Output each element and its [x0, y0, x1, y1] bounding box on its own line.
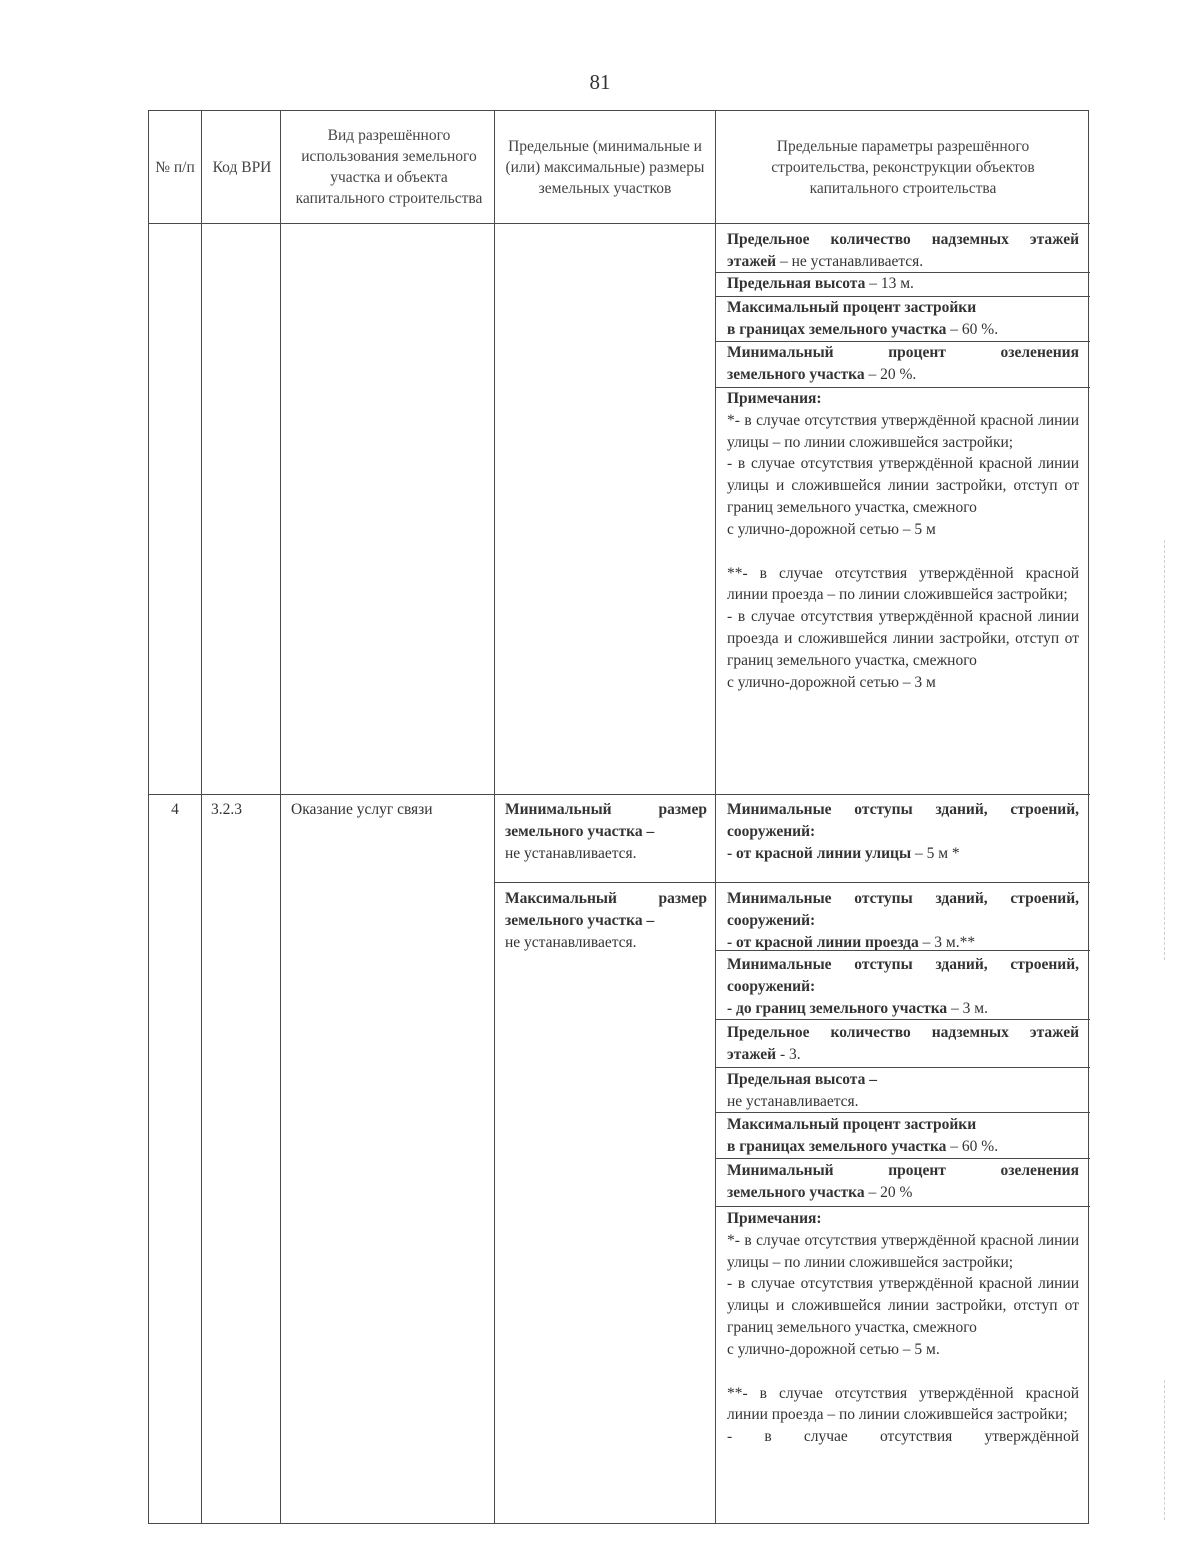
row-divider: [715, 1067, 1090, 1068]
min-size: Минимальный размер земельного участка – не устанавливается.: [505, 801, 707, 862]
page-number: 81: [589, 70, 611, 94]
row-divider: [715, 1112, 1090, 1113]
header-params: Предельные параметры разрешённого строительства, реконструкции объектов капитального строительства: [771, 137, 1035, 197]
margin-mark: [1164, 540, 1165, 960]
param-build-prev: Максимальный процент застройки в границах земельного участка – 60 %.: [727, 299, 999, 338]
row-kind: Оказание услуг связи: [291, 801, 433, 818]
row-divider: [715, 950, 1090, 951]
row-number: 4: [171, 801, 179, 818]
row-divider: [715, 1206, 1090, 1207]
header-code: Код ВРИ: [212, 158, 272, 176]
param-indent-border: Минимальные отступы зданий, строений, сооружений: - до границ земельного участка – 3 м.: [727, 956, 1079, 1017]
param-floors-prev: Предельное количество надземных этажей: [727, 231, 1079, 248]
column-divider: [280, 111, 281, 1523]
row-divider: [494, 882, 1090, 883]
regulations-table: [148, 110, 1089, 1524]
header-sizes: Предельные (минимальные и (или) максимальные) размеры земельных участков: [505, 137, 705, 197]
param-height-prev: Предельная высота – 13 м.: [727, 275, 914, 292]
row-code: 3.2.3: [211, 801, 242, 818]
column-divider: [494, 111, 495, 1523]
param-height: Предельная высота – не устанавливается.: [727, 1071, 877, 1110]
param-floors: Предельное количество надземных этажей: [727, 1024, 1079, 1041]
param-indent-street: Минимальные отступы зданий, строений, сооружений: - от красной линии улицы – 5 м *: [727, 801, 1079, 862]
header-num: № п/п: [155, 158, 195, 176]
max-size: Максимальный размер земельного участка – не устанавливается.: [505, 890, 707, 951]
row-divider: [149, 794, 1090, 795]
param-green-prev: Минимальный процент озеленения земельного участка – 20 %.: [727, 344, 1079, 383]
column-divider: [201, 111, 202, 1523]
row-divider: [149, 223, 1090, 224]
notes-prev: Примечания: *- в случае отсутствия утверждённой красной линии улицы – по линии сложившейся застройки; - в случае отсутствия утверждённой красной линии улицы и сложившейся линии застройки, отступ от границ земельного участка, смежного с улично-дорожной сетью – 5 м **- в случае отсутствия утверждённой красной линии проезда – по линии сложившейся застройки; - в случае отсутствия утверждённой красной линии проезда и сложившейся линии застройки, отступ от границ земельного участка, смежного с улично-дорожной сетью – 3 м: [727, 390, 1079, 691]
row-divider: [715, 1019, 1090, 1020]
param-build: Максимальный процент застройки в границах земельного участка – 60 %.: [727, 1116, 999, 1155]
param-floors-prev-value: этажей – не устанавливается.: [727, 253, 924, 270]
param-indent-passage: Минимальные отступы зданий, строений, сооружений: - от красной линии проезда – 3 м.**: [727, 890, 1079, 951]
header-kind: Вид разрешённого использования земельного участка и объекта капитального строительства: [295, 127, 483, 207]
param-floors-value: этажей - 3.: [727, 1046, 801, 1063]
notes: Примечания: *- в случае отсутствия утверждённой красной линии улицы – по линии сложившейся застройки; - в случае отсутствия утверждённой красной линии улицы и сложившейся линии застройки, отступ от границ земельного участка, смежного с улично-дорожной сетью – 5 м. **- в случае отсутствия утверждённой красной линии проезда – по линии сложившейся застройки; - в случае отсутствия утверждённой: [727, 1210, 1079, 1446]
param-green: Минимальный процент озеленения земельного участка – 20 %: [727, 1162, 1079, 1201]
margin-mark: [1164, 1380, 1165, 1520]
column-divider: [715, 111, 716, 1523]
row-divider: [715, 1158, 1090, 1159]
